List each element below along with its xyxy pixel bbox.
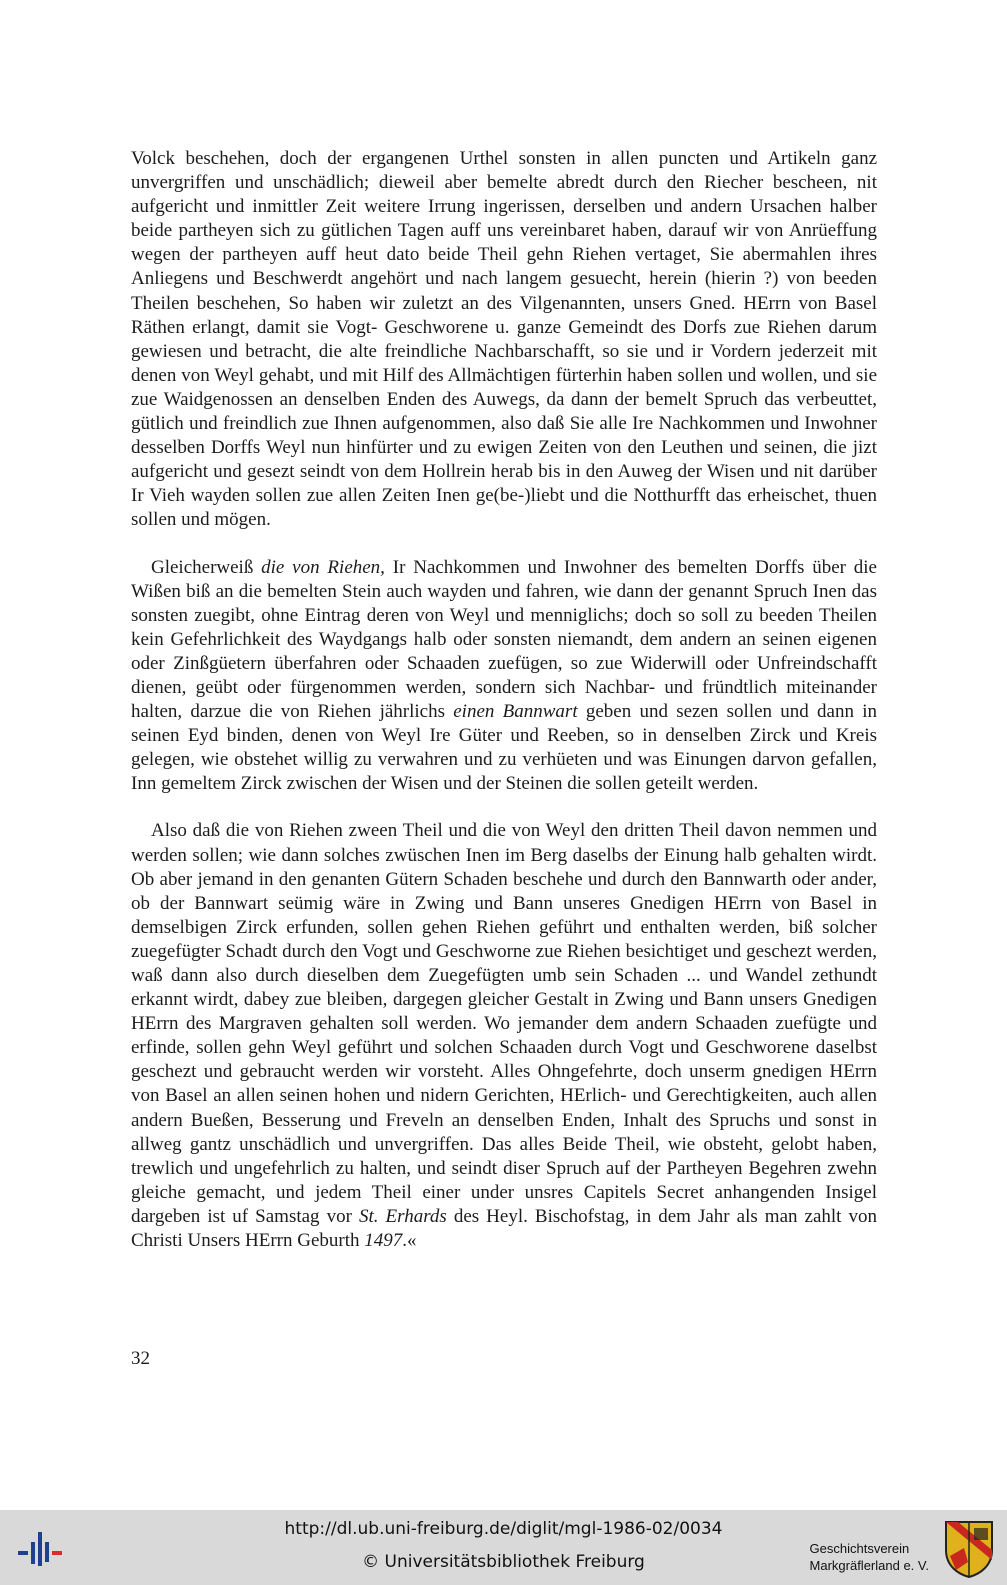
paragraph-2-emphasis-2: einen Bannwart [453, 701, 578, 723]
paragraph-2-text-c: geben und sezen sollen und dann in seinen Eyd binden, denen von Weyl Ire Güter und Reeben, so in denselben Zirck und Kreis gelegen, wie obstehet willig zu verwahren und zu verhüeten und was Einungen darvon gefallen, Inn gemeltem Zirck zwischen der Wisen und der Steinen die sollen geteilt werden. [131, 701, 878, 795]
paragraph-3-text-b: des Heyl. Bischofstag, in dem Jahr als man zahlt von Christi Unsers HErrn Geburth [131, 1205, 878, 1252]
paragraph-2-text-b: Ir Nachkommen und Inwohner des bemelten Dorffs über die Wißen biß an die bemelten Stein auch wayden und fahren, wie dann der genannt Spruch Inen das sonsten zuegibt, ohne Eintrag deren von Weyl und menniglichs; doch so soll zu beeden Theilen kein Gefehrlichkeit des Waydgangs halb oder sonsten niemandt, dem andern an seinen eigenen oder Zinßgüetern überfahren oder Schaaden zuefügen, so zue Widerwill oder Unfreindschafft dienen, geübt oder fürgenommen werden, sondern sich Nachbar- und fründtlich miteinander halten, darzue die von Riehen jährlichs [131, 556, 877, 723]
paragraph-2 [131, 556, 877, 797]
page-number: 32 [131, 1348, 150, 1369]
organization-name-line-1: Geschichtsverein [809, 1541, 910, 1556]
organization-name-line-2: Markgräflerland e. V. [809, 1558, 929, 1573]
paragraph-3 [131, 819, 877, 1253]
paragraph-1: Volck beschehen, doch der ergangenen Urthel sonsten in allen puncten und Artikeln ganz unvergriffen und unschädlich; dieweil aber bemelte abredt durch den Riecher bescheen, nit aufgericht und inmittler Zeit weitere Irrung ingerissen, derselben und andern Ursachen halber beide partheyen sich zu gütlichen Tagen auff uns vereinbaret haben, darauf wir von Anrüeffung wegen der partheyen auff heut dato beide Theil gehn Riehen vertaget, Sie abermahlen ihres Anliegens und Beschwerdt angehört und nach langem gesuecht, herein (hierin ?) von beeden Theilen beschehen, So haben wir zuletzt an des Vilgenannten, unsers Gned. HErrn von Basel Räthen erlangt, damit sie Vogt- Geschworene u. ganze Gemeindt des Dorfs zue Riehen darum gewiesen und betracht, die alte freindliche Nachbarschafft, so sie und ir Vordern jederzeit mit denen von Weyl gehabt, und mit Hilf des Allmächtigen fürterhin haben sollen und wollen, und sie zue Waidgenossen an denselben Enden des Auwegs, da dann der bemelt Spruch das verbeuttet, gütlich und freindlich zue Ihnen aufgenommen, also daß Sie alle Ire Nachkommen und Inwohner desselben Dorffs Weyl nun hinfürter und zu ewigen Zeiten von den Leuthen und seinen, die jizt aufgericht und gesezt seindt von dem Hollrein herab bis in den Auweg der Wisen und nit darüber Ir Vieh wayden sollen zue allen Zeiten Inen ge(be-)liebt und die Notthurfft das erheischet, thuen sollen und mögen. [131, 148, 877, 531]
paragraph-2-emphasis-1: die von Riehen, [261, 556, 385, 578]
document-url[interactable]: http://dl.ub.uni-freiburg.de/diglit/mgl-1986-02/0034 [284, 1519, 723, 1539]
paragraph-3-emphasis-1: St. Erhards [358, 1205, 447, 1227]
copyright-notice: © Universitätsbibliothek Freiburg [362, 1552, 645, 1572]
footer-bar [0, 1510, 1007, 1585]
body-text [131, 147, 877, 1253]
paragraph-3-emphasis-2: 1497 [364, 1230, 403, 1252]
organization-name [810, 1540, 929, 1574]
paragraph-3-text-c: .« [402, 1230, 417, 1252]
paragraph-3-text-a: Also daß die von Riehen zween Theil und die von Weyl den dritten Theil davon nemmen und werden sollen; wie dann solches zwüschen Inen im Berg daselbs der Einung halb gehalten wirdt. Ob aber jemand in den genanten Gütern Schaden beschehe und durch den Bannwarth oder ander, ob der Bannwart seümig wäre in Zwing und Bann unseres Gnedigen HErrn von Basel in demselbigen Zirck erfunden, sollen gehen Riehen geführt und enthalten werden, biß solcher zuegefügter Schadt durch den Vogt und Geschworne zue Riehen besichtiget und geschezt werden, waß dann also durch dieselben dem Zuegefügten umb sein Schaden ... und Wandel zethundt erkannt wirdt, dabey zue bleiben, dargegen gleicher Gestalt in Zwing und Bann unsers Gnedigen HErrn des Margraven gehalten soll werden. Wo jemander dem andern Schaaden zuefügte und erfinde, sollen gehn Weyl geführt und solchen Schaaden durch Vogt und Geschworene daselbst geschezt und gebraucht werden wir vorsteht. Alles Ohngefehrte, doch unserm gnedigen HErrn von Basel an allen seinen hohen und nidern Gerichten, HErlich- und Gerechtigkeiten, auch allen andern Bueßen, Besserung und Freveln an denselben Enden, Inhalt des Spruchs und sonst in allweg gantz unschädlich und unvergriffen. Das alles Beide Theil, wie obsteht, gelobt haben, trewlich und ungefehrlich zu halten, und seindt diser Spruch auf der Partheyen Begehren zwehn gleiche gemacht, und jedem Theil einer under unsres Capitels Secret anhangenden Insigel dargeben ist uf Samstag vor [131, 820, 877, 1227]
paragraph-2-text-a: Gleicherweiß [151, 556, 262, 578]
coat-of-arms-icon [944, 1520, 994, 1578]
